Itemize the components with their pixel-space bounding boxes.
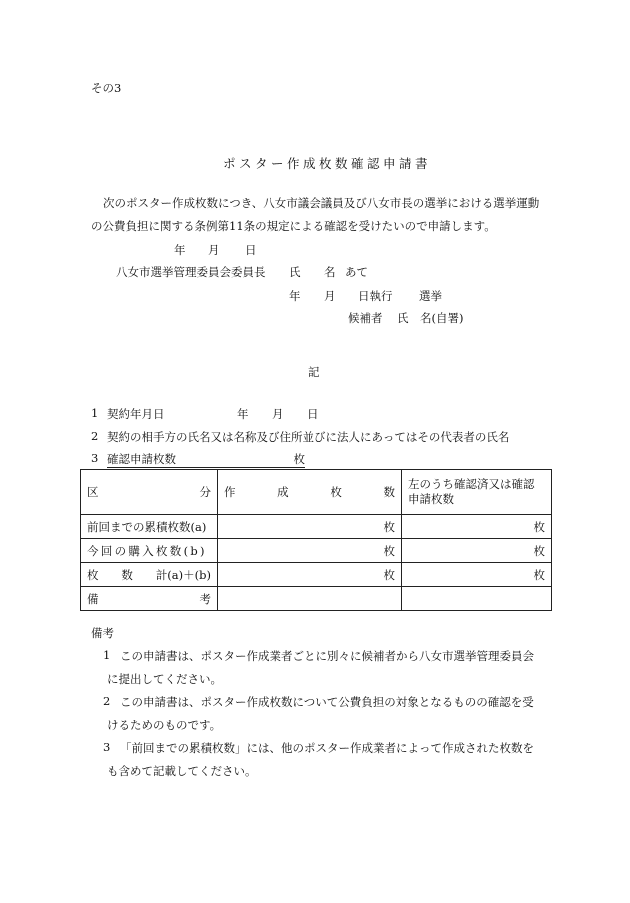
header-confirmed-count: 左のうち確認済又は確認申請枚数 bbox=[402, 470, 552, 515]
table-row: 前回までの累積枚数(a) 枚 枚 bbox=[81, 515, 552, 539]
intro-line-2: の公費負担に関する条例第11条の規定による確認を受けたいので申請します。 bbox=[91, 219, 496, 233]
table-row: 今回の購入枚数(b) 枚 枚 bbox=[81, 539, 552, 563]
intro-line-1: 次のポスター作成枚数につき、八女市議会議員及び八女市長の選挙における選挙運動 bbox=[103, 196, 540, 210]
header-category: 区 分 bbox=[81, 470, 218, 515]
header-created-count: 作 成 枚 数 bbox=[218, 470, 402, 515]
table-row: 枚 数 計(a)＋(b) 枚 枚 bbox=[81, 563, 552, 587]
page-number: その3 bbox=[91, 81, 122, 95]
ki-marker: 記 bbox=[308, 365, 320, 379]
document-page: その3 ポスター作成枚数確認申請書 次のポスター作成枚数につき、八女市議会議員及び八女市長の選挙における選挙運動 の公費負担に関する条例第11条の規定による確認を受けたいので申請します。 年 月 日 八女市選挙管理委員会委員長 氏 名 あて 年 月 日執行 選挙 候補者 氏 名(自署) 記 1 契約年月日 年 月 日 2 契約の相手方の氏名又は名称及び住所並びに法人にあってはその代表者の氏名 3 確認申請枚数 枚 区 分 作 成 枚 数 左のうち確認済又は確認申請枚数 前回までの累積枚数(a) 枚 枚 今回の購入枚数(b) 枚 枚 枚 数 計(a)＋(b) 枚 枚 備 考 備考 1 この申請書は、ポスター作成業者ごとに別々に候補者から八女市選挙管理委員会 に提出してください。 2 この申請書は、ポスター作成枚数について公費負担の対象となるものの確認を受 けるためのものです。 3 「前回までの累積枚数」には、他のポスター作成業者によって作成された枚数を も含めて記載してください。 bbox=[0, 0, 630, 903]
poster-count-table bbox=[80, 469, 552, 611]
document-title: ポスター作成枚数確認申請書 bbox=[223, 156, 432, 171]
notes-heading: 備考 bbox=[91, 626, 114, 640]
addressee-org: 八女市選挙管理委員会委員長 bbox=[116, 265, 266, 279]
table-header-row bbox=[81, 470, 552, 515]
table-row-remarks: 備 考 bbox=[81, 587, 552, 611]
